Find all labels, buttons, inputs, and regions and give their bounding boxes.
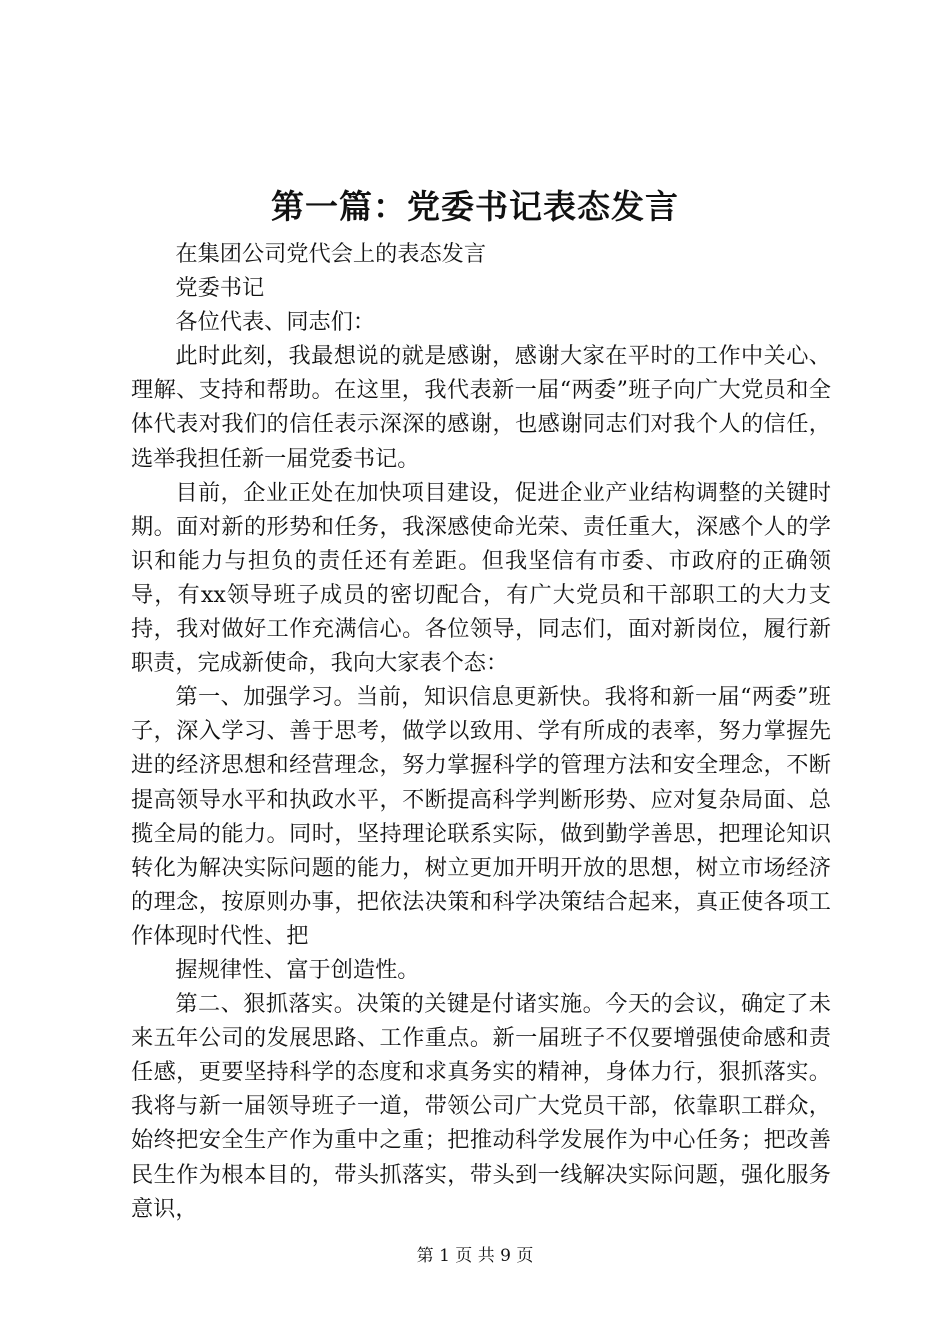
speech-heading: 在集团公司党代会上的表态发言 bbox=[175, 241, 487, 267]
paragraph-point-two: 第二、狠抓落实。决策的关键是付诸实施。今天的会议，确定了未来五年公司的发展思路、工作重点。新一届班子不仅要增强使命感和责任感，更要坚持科学的态度和求真务实的精神，身体力行，狠抓落实。我将与新一届领导班子一道，带领公司广大党员干部，依靠职工群众，始终把安全生产作为重中之重；把推动科学发展作为中心任务；把改善民生作为根本目的，带头抓落实，带头到一线解决实际问题，强化服务意识， bbox=[131, 991, 831, 1222]
salutation: 各位代表、同志们： bbox=[175, 309, 376, 336]
page-number: 第 1 页 共 9 页 bbox=[416, 1246, 534, 1266]
paragraph-point-one-continued: 握规律性、富于创造性。 bbox=[175, 956, 420, 983]
paragraph-thanks: 此时此刻，我最想说的就是感谢，感谢大家在平时的工作中关心、理解、支持和帮助。在这里，我代表新一届“两委”班子向广大党员和全体代表对我们的信任表示深深的感谢，也感谢同志们对我个人的信任，选举我担任新一届党委书记。 bbox=[131, 343, 831, 472]
document-body bbox=[131, 237, 831, 1226]
speaker-role: 党委书记 bbox=[175, 275, 265, 302]
paragraph-current-situation: 目前，企业正处在加快项目建设，促进企业产业结构调整的关键时期。面对新的形势和任务，我深感使命光荣、责任重大，深感个人的学识和能力与担负的责任还有差距。但我坚信有市委、市政府的正确领导，有xx领导班子成员的密切配合，有广大党员和干部职工的大力支持，我对做好工作充满信心。各位领导，同志们，面对新岗位，履行新职责，完成新使命，我向大家表个态： bbox=[131, 479, 831, 677]
document-title: 第一篇：党委书记表态发言 bbox=[271, 187, 679, 226]
paragraph-point-one: 第一、加强学习。当前，知识信息更新快。我将和新一届“两委”班子，深入学习、善于思考，做学以致用、学有所成的表率，努力掌握先进的经济思想和经营理念，努力掌握科学的管理方法和安全理念，不断提高领导水平和执政水平，不断提高科学判断形势、应对复杂局面、总揽全局的能力。同时，坚持理论联系实际，做到勤学善思，把理论知识转化为解决实际问题的能力，树立更加开明开放的思想，树立市场经济的理念，按原则办事，把依法决策和科学决策结合起来，真正使各项工作体现时代性、把 bbox=[131, 684, 831, 949]
